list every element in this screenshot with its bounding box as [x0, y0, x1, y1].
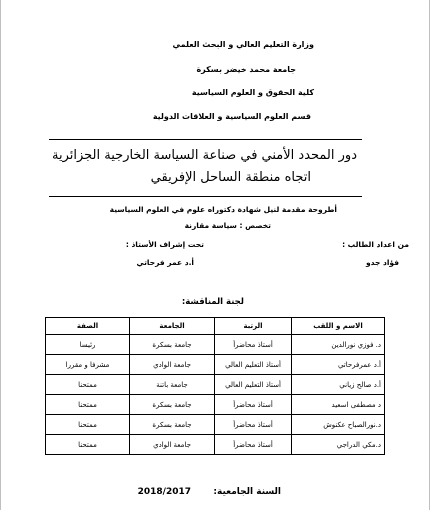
member-university: جامعة باتنة [130, 375, 215, 395]
table-row [46, 355, 385, 375]
jury-table [45, 317, 385, 455]
student-name: فؤاد جدو [365, 258, 399, 267]
member-name: د.نورالصباح عكنوش [292, 415, 385, 435]
member-name: أ.د صالح زياني [292, 375, 385, 395]
member-rank: أستاذ محاضرأ [215, 415, 292, 435]
student-label: من اعداد الطالب : [342, 240, 409, 249]
faculty-line: كلية الحقوق و العلوم السياسية [191, 88, 314, 97]
member-rank: أستاذ التعليم العالي [215, 375, 292, 395]
member-role: ممتحنا [46, 415, 130, 435]
table-row [46, 395, 385, 415]
member-university: جامعة بسكرة [130, 335, 215, 355]
supervisor-label: تحت إشراف الأستاذ : [125, 240, 204, 249]
member-university: جامعة بسكرة [130, 415, 215, 435]
column-header: الرتبة [215, 318, 292, 335]
member-name: د مصطفى اسعيد [292, 395, 385, 415]
member-rank: أستاذ محاضرأ [215, 335, 292, 355]
member-role: رئيسا [46, 335, 130, 355]
member-university: جامعة بسكرة [130, 395, 215, 415]
member-role: ممتحنا [46, 395, 130, 415]
member-name: أ.د عمرفرحاتي [292, 355, 385, 375]
member-rank: أستاذ محاضرأ [215, 435, 292, 455]
member-rank: أستاذ محاضرأ [215, 395, 292, 415]
academic-year-value: 2018/2017 [137, 487, 191, 497]
table-row [46, 435, 385, 455]
jury-heading: لجنة المناقشة: [181, 297, 244, 307]
academic-year-label: السنة الجامعية: [213, 487, 281, 497]
specialization-line: تخصص : سياسة مقارنة [184, 221, 271, 230]
ministry-line: وزارة التعليم العالي و البحث العلمي [172, 40, 314, 49]
jury-header-row [46, 318, 385, 335]
member-role: مشرفا و مقررا [46, 355, 130, 375]
department-line: قسم العلوم السياسية و العلاقات الدولية [152, 112, 311, 121]
column-header: الجامعة [130, 318, 215, 335]
member-name: د. فوزي نورالدين [292, 335, 385, 355]
member-university: جامعة الوادي [130, 355, 215, 375]
university-line: جامعة محمد خيضر بسكرة [196, 65, 296, 74]
member-name: د.مكي الدراجي [292, 435, 385, 455]
table-row [46, 415, 385, 435]
supervisor-name: أ.د عمر فرحاتي [136, 258, 194, 267]
member-role: ممتحنا [46, 435, 130, 455]
column-header: الاسم و اللقب [292, 318, 385, 335]
member-rank: أستاذ التعليم العالي [215, 355, 292, 375]
member-university: جامعة الوادي [130, 435, 215, 455]
column-header: الصفة [46, 318, 130, 335]
thesis-title-line2: اتجاه منطقة الساحل الإفريقي [150, 170, 311, 185]
degree-line: أطروحة مقدمة لنيل شهادة دكتوراه علوم في العلوم السياسية [109, 205, 337, 214]
member-role: ممتحنا [46, 375, 130, 395]
table-row [46, 375, 385, 395]
table-row [46, 335, 385, 355]
thesis-title-line1: دور المحدد الأمني في صناعة السياسة الخارجية الجزائرية [52, 148, 357, 163]
